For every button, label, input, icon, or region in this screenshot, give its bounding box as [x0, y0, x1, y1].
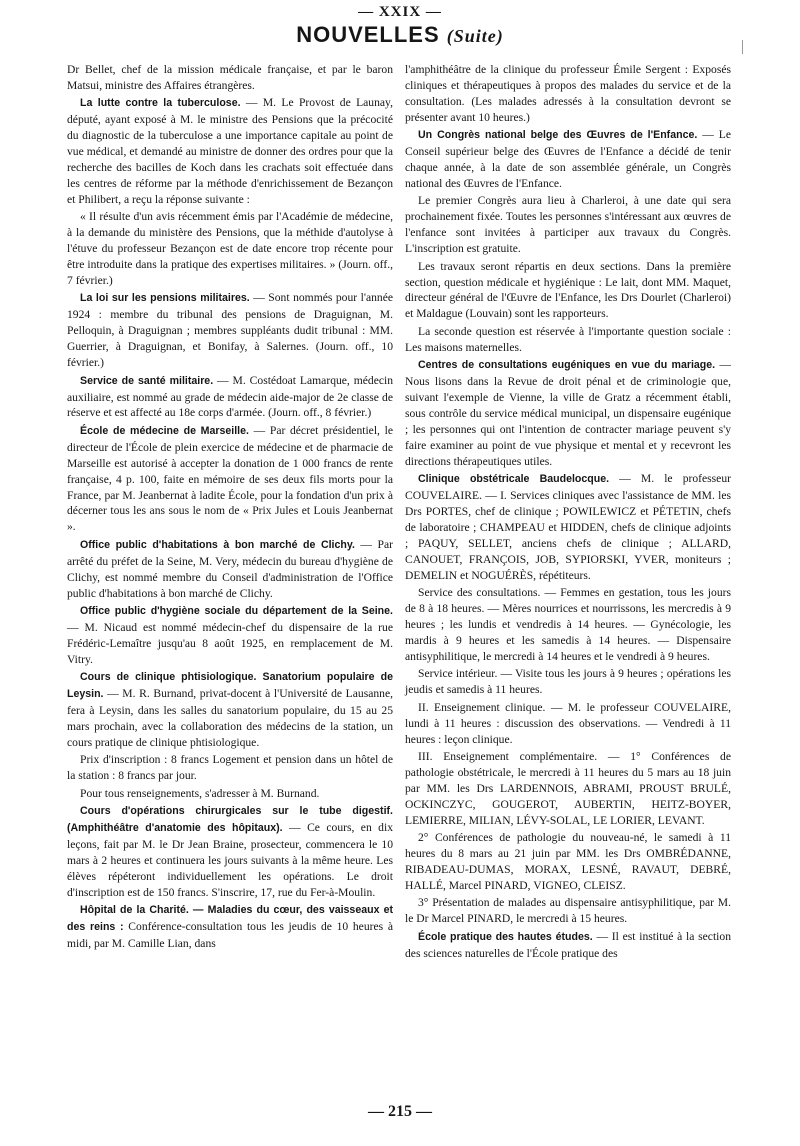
news-item-title: La lutte contre la tuberculose.: [80, 97, 241, 110]
news-item-text: Le premier Congrès aura lieu à Charleroi, à une date qui sera prochainement fixée. Toutes les personnes s'intéressant aux œuvres de l'enfance sont invitées à participer aux travaux du Congrès. L'inscription est gratuite.: [405, 194, 731, 256]
left-paragraph: [67, 803, 393, 900]
left-column: [67, 62, 393, 954]
left-paragraph: [67, 373, 393, 422]
news-item-text: Pour tous renseignements, s'adresser à M. Burnand.: [80, 786, 320, 800]
news-item-title: Cours de clinique phtisiologique. Sanatorium populaire de Leysin.: [67, 671, 393, 701]
section-title-suffix: (Suite): [446, 26, 504, 46]
left-paragraph: [67, 537, 393, 602]
left-paragraph: [67, 752, 393, 784]
right-paragraph: [405, 666, 731, 698]
news-item-text: Prix d'inscription : 8 francs Logement et pension dans un hôtel de la station : 8 francs par jour.: [67, 753, 393, 783]
right-column: [405, 62, 731, 963]
news-item-text: — Il est institué à la section des sciences naturelles de l'École pratique des: [405, 929, 731, 960]
news-item-text: — M. Nicaud est nommé médecin-chef du dispensaire de la rue Frédéric-Lemaître jusqu'au 8 août 1925, en remplacement de M. Vitry.: [67, 620, 393, 666]
news-item-text: — Nous lisons dans la Revue de droit pénal et de criminologie que, suivant l'exemple de Vienne, la ville de Gratz a récemment établi, sous contrôle du service médical municipal, un dispensaire eugénique ; les personnes qui ont l'intention de contracter mariage peuvent s'y faire examiner au point de vue physique et mental et y recevront les directions thérapeutiques utiles.: [405, 358, 732, 468]
news-item-text: Dr Bellet, chef de la mission médicale française, et par le baron Matsui, ministre des Affaires étrangères.: [67, 63, 393, 92]
right-paragraph: [405, 471, 731, 583]
left-paragraph: [67, 95, 393, 207]
news-item-text: — M. R. Burnand, privat-docent à l'Université de Lausanne, fera à Leysin, dans les salles du sanatorium populaire, du 15 au 25 mars prochain, avec la collaboration des médecins de la station, un cours pratique de clinique phtisiologique.: [67, 687, 393, 749]
right-paragraph: [405, 357, 731, 469]
news-item-text: La seconde question est réservée à l'importante question sociale : Les maisons maternelles.: [405, 324, 731, 354]
right-paragraph: [405, 700, 731, 748]
news-item-text: — Ce cours, en dix leçons, fait par M. le Dr Jean Braine, prosecteur, commencera le 10 mars à 2 heures et continuera les jours suivants à la même heure. Les élèves répéteront individuellement les opérations. Le droit d'inscription est de 150 francs. S'inscrire, 17, rue du Fer-à-Moulin.: [67, 821, 393, 899]
section-heading: [0, 22, 800, 48]
news-item-title: Office public d'habitations à bon marché de Clichy.: [80, 538, 355, 551]
left-paragraph: [67, 902, 393, 952]
news-item-text: Service intérieur. — Visite tous les jours à 9 heures ; opérations les jeudis et samedis à 11 heures.: [405, 667, 731, 697]
news-item-text: Service des consultations. — Femmes en gestation, tous les jours de 8 à 18 heures. — Mères nourrices et nourrissons, les mercredis à 9 heures ; les lundis et vendredis à 14 heures. — Gynécologie, les mardis à 9 heures et les samedis à 14 heures. — Dispensaire antisyphilitique, le mercredi à 14 heures et le vendredi à 9 heures.: [405, 586, 731, 663]
right-paragraph: [405, 259, 731, 323]
news-item-text: — Le Conseil supérieur belge des Œuvres de l'Enfance a décidé de tenir chaque année, à la date de son assemblée générale, un Congrès national des Œuvres de l'Enfance.: [405, 128, 731, 190]
news-item-title: Service de santé militaire.: [80, 374, 214, 387]
right-paragraph: [405, 830, 731, 894]
news-item-text: « Il résulte d'un avis récemment émis par l'Académie de médecine, à la demande du ministère des Pensions, que la méthide d'autolyse à l'étuve du professeur Bezançon est de date encore trop récente pour être introduite dans la pratique des expertises militaires. » (Journ. off., 7 février.): [67, 210, 393, 287]
news-item-title: Clinique obstétricale Baudelocque.: [418, 473, 610, 486]
news-item-text: — Sont nommés pour l'année 1924 : membre du tribunal des pensions de Draguignan, M. Pelloquin, à Draguignan ; membres suppléants dudit tribunal : MM. Guerrier, à Draguignan, et Bonifay, à Salernes. (Journ. off., 10 février.): [67, 291, 393, 370]
news-item-title: Un Congrès national belge des Œuvres de l'Enfance.: [418, 129, 698, 142]
news-item-text: — M. Costédoat Lamarque, médecin auxiliaire, est nommé au grade de médecin aide-major de 2e classe de réserve et est affecté au 18e corps d'armée. (Journ. off., 8 février.): [67, 373, 393, 420]
left-paragraph: [67, 603, 393, 668]
right-paragraph: [405, 324, 731, 356]
page-number: — 215 —: [368, 1103, 432, 1120]
left-paragraph: [67, 290, 393, 371]
news-item-text: — Par arrêté du préfet de la Seine, M. Very, médecin du bureau d'hygiène de Clichy, est nommé membre du Conseil d'administration de l'Office public d'habitations à bon marché de Clichy.: [67, 537, 393, 600]
right-paragraph: [405, 127, 731, 192]
news-item-title: École pratique des hautes études.: [418, 930, 593, 943]
left-paragraph: [67, 669, 393, 751]
news-item-title: La loi sur les pensions militaires.: [80, 292, 250, 305]
news-item-title: Office public d'hygiène sociale du département de la Seine.: [80, 605, 393, 618]
margin-mark: [742, 40, 743, 54]
roman-page-number: — XXIX —: [358, 4, 442, 20]
news-item-text: III. Enseignement complémentaire. — 1° Conférences de pathologie obstétricale, le mercredi à 11 heures du 5 mars au 18 juin par MM. les Drs LARDENNOIS, ABRAMI, PROUST BRULÉ, OCKINCZYC, GOUGEROT, AUBERTIN, HEITZ-BOYER, LEMIERRE, MILIAN, LÉVY-SOLAL, LE LORIER, LEVANT.: [405, 750, 731, 827]
left-paragraph: [67, 62, 393, 94]
news-item-title: Centres de consultations eugéniques en vue du mariage.: [418, 359, 716, 372]
news-item-text: — Par décret présidentiel, le directeur de l'École de plein exercice de médecine et de pharmacie de Marseille est autorisé à accepter la donation de 1 000 francs de rente française, 4 p. 100, faite en mémoire de ses deux fils morts pour la France, par M. Jeanbernat à ladite École, pour la fondation d'un prix à décerner tous les ans sous le nom de « Prix Jules et Louis Jeanbernat ».: [67, 423, 393, 534]
news-item-text: Conférence-consultation tous les jeudis de 10 heures à midi, par M. Camille Lian, dans: [67, 920, 393, 951]
right-paragraph: [405, 929, 731, 962]
news-item-text: 3° Présentation de malades au dispensaire antisyphilitique, par M. le Dr Marcel PINARD, le mercredi à 15 heures.: [405, 896, 731, 926]
news-item-text: l'amphithéâtre de la clinique du professeur Émile Sergent : Exposés cliniques et thérapeutiques à propos des malades du service et de la consultation. (Les malades adressés à la consultation devront se présenter avant 10 heures.): [405, 63, 731, 124]
news-item-text: Les travaux seront répartis en deux sections. Dans la première section, question médicale et hygiénique : Le lait, dont MM. Maquet, directeur général de l'Œuvre de l'Enfance, les Drs Dourlet (Charleroi) et Maldague (Louvain) sont les rapporteurs.: [405, 259, 731, 321]
section-title: NOUVELLES: [296, 22, 440, 47]
right-paragraph: [405, 62, 731, 126]
news-item-title: École de médecine de Marseille.: [80, 424, 249, 437]
right-paragraph: [405, 895, 731, 927]
news-item-text: — M. le professeur COUVELAIRE. — I. Services cliniques avec l'assistance de MM. les Drs PORTES, chef de clinique ; POWILEWICZ et PÉTETIN, chefs de laboratoire ; CHAMPEAU et HIDDEN, chefs de clinique adjoints ; PAQUY, SELLET, anciens chefs de clinique ; ALLARD, CANOUET, FRANÇOIS, JOB, SYPIORSKI, YVER, moniteurs ; DEMELIN et NOGUÉRÈS, répétiteurs.: [405, 472, 731, 582]
news-item-title: Cours d'opérations chirurgicales sur le tube digestif. (Amphithéâtre d'anatomie des hôpitaux).: [67, 805, 393, 835]
left-paragraph: [67, 209, 393, 289]
right-paragraph: [405, 585, 731, 665]
news-item-title: Hôpital de la Charité. — Maladies du cœur, des vaisseaux et des reins :: [67, 904, 393, 934]
right-paragraph: [405, 749, 731, 829]
left-paragraph: [67, 423, 393, 535]
right-paragraph: [405, 193, 731, 257]
news-item-text: — M. Le Provost de Launay, député, ayant exposé à M. le ministre des Pensions que la précocité du diagnostic de la tuberculose a une importance capitale au point de vue médical, et demandé au ministre de donner des ordres pour que la recherche des bacilles de Koch dans les crachats soit effectuée dans les centres de réforme par la méthode d'enrichissement de Bezançon et Philibert, a reçu la réponse suivante :: [67, 96, 393, 206]
news-item-text: 2° Conférences de pathologie du nouveau-né, le samedi à 11 heures du 8 mars au 21 juin par MM. les Drs OMBRÉDANNE, RIBADEAU-DUMAS, MORAX, LESNÉ, RAVAUT, DEBRÉ, HALLÉ, Marcel PINARD, VIGNEO, CLEISZ.: [405, 831, 731, 892]
news-item-text: II. Enseignement clinique. — M. le professeur COUVELAIRE, lundi à 11 heures : discussion des observations. — Vendredi à 11 heures : leçon clinique.: [405, 700, 731, 746]
left-paragraph: [67, 786, 393, 802]
